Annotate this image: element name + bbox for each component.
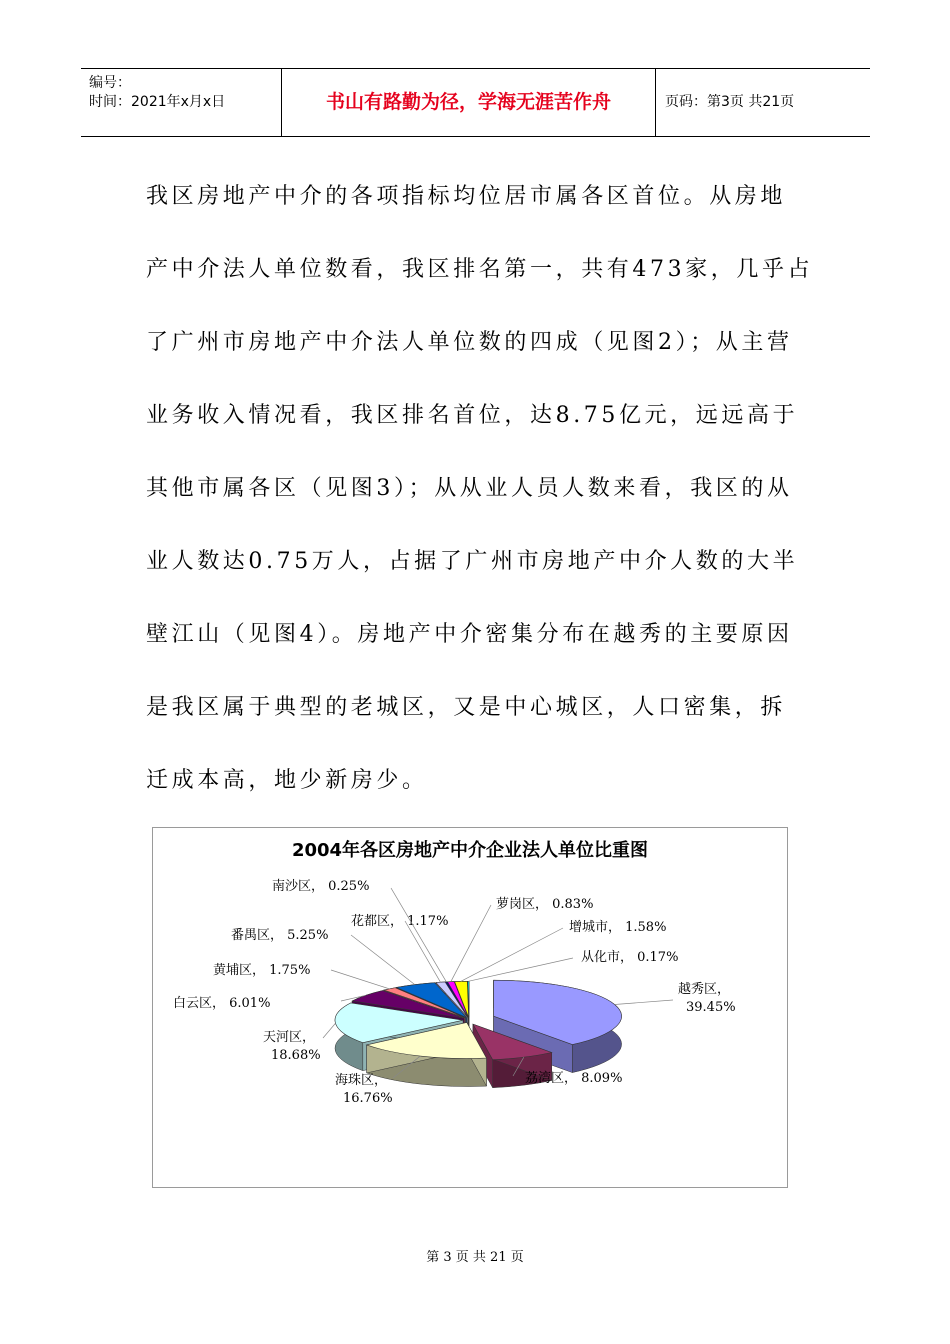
header-meta-cell — [81, 69, 282, 136]
header-motto: 书山有路勤为径，学海无涯苦作舟 — [282, 69, 656, 136]
body-line: 是我区属于典型的老城区，又是中心城区，人口密集，拆 — [146, 695, 787, 720]
pie-slice-label: 南沙区， 0.25% — [272, 879, 370, 894]
pie-slice-label: 天河区， — [263, 1030, 316, 1045]
body-line: 业人数达0.75万人，占据了广州市房地产中介人数的大半 — [146, 549, 799, 574]
pie-leader-line — [351, 935, 415, 985]
code-label: 编号： — [89, 75, 131, 91]
pie-slice-label: 萝岗区， 0.83% — [496, 897, 594, 912]
pie-leader-line — [391, 888, 446, 982]
pie-leader-line — [331, 970, 389, 989]
body-line: 了广州市房地产中介法人单位数的四成（见图2）；从主营 — [146, 330, 793, 355]
pie-slice-value: 18.68% — [271, 1048, 321, 1063]
pie-slice-value: 16.76% — [343, 1091, 393, 1106]
body-line: 我区房地产中介的各项指标均位居市属各区首位。从房地 — [146, 184, 787, 209]
body-line: 迁成本高，地少新房少。 — [146, 768, 428, 793]
pie-leader-line — [615, 1000, 673, 1004]
body-paragraph — [146, 160, 814, 817]
body-line: 业务收入情况看，我区排名首位，达8.75亿元，远远高于 — [146, 403, 799, 428]
date-label: 时间：2021年x月x日 — [89, 94, 226, 110]
pie-slice-value: 39.45% — [686, 1000, 736, 1015]
page-header — [81, 68, 870, 137]
pie-slice-label: 花都区， 1.17% — [351, 914, 449, 929]
pie-slice-label: 白云区， 6.01% — [173, 996, 271, 1011]
pie-slice-label: 荔湾区， 8.09% — [525, 1071, 623, 1086]
body-line: 产中介法人单位数看，我区排名第一，共有473家，几乎占 — [146, 257, 814, 282]
pie-slice-label: 从化市， 0.17% — [581, 950, 679, 965]
body-line: 壁江山（见图4）。房地产中介密集分布在越秀的主要原因 — [146, 622, 793, 647]
body-line: 其他市属各区（见图3）；从从业人员人数来看，我区的从 — [146, 476, 793, 501]
pie-slice-label: 越秀区， — [678, 982, 731, 997]
chart-title: 2004年各区房地产中介企业法人单位比重图 — [291, 840, 649, 861]
pie-slice-label: 海珠区， — [335, 1073, 388, 1088]
pie-slice-label: 番禺区， 5.25% — [231, 928, 329, 943]
pie-chart — [153, 828, 787, 1187]
pie-leader-line — [405, 921, 440, 982]
pie-chart-box — [152, 827, 788, 1188]
header-page-info: 页码：第3页 共21页 — [665, 94, 795, 110]
pie-leader-line — [461, 928, 563, 981]
pie-slice-label: 黄埔区， 1.75% — [213, 963, 311, 978]
pie-leader-line — [451, 905, 491, 982]
pie-slice-label: 增城市， 1.58% — [569, 920, 667, 935]
page-footer: 第 3 页 共 21 页 — [426, 1250, 524, 1265]
pie-leader-line — [323, 1023, 335, 1038]
